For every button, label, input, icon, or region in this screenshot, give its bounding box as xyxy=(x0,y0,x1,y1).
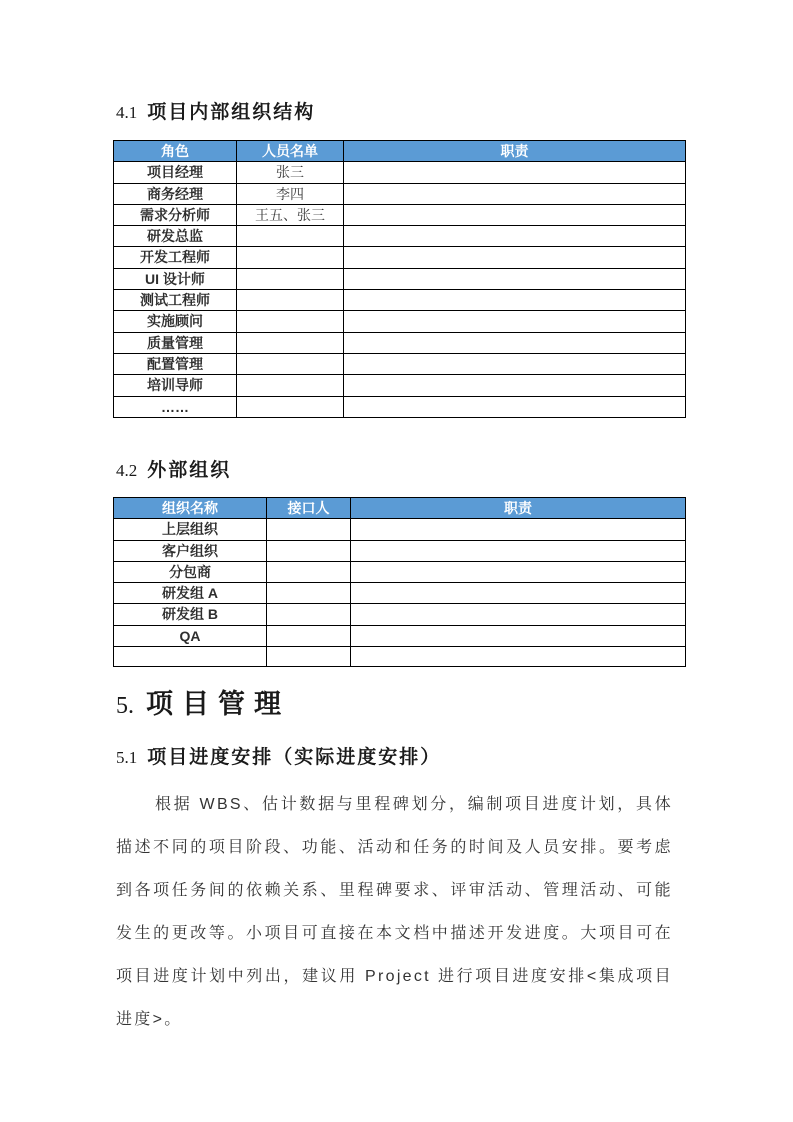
table-cell xyxy=(344,183,686,204)
column-header: 组织名称 xyxy=(114,498,267,519)
table-cell: 商务经理 xyxy=(114,183,237,204)
table-cell xyxy=(351,625,686,646)
column-header: 人员名单 xyxy=(237,141,344,162)
table-row xyxy=(114,204,686,225)
chapter-number: 5. xyxy=(116,693,134,719)
column-header: 角色 xyxy=(114,141,237,162)
table-row xyxy=(114,583,686,604)
table-cell xyxy=(237,226,344,247)
table-cell: 研发组 A xyxy=(114,583,267,604)
internal-org-table xyxy=(113,140,686,418)
table-cell xyxy=(267,540,351,561)
table-row xyxy=(114,183,686,204)
table-cell: 李四 xyxy=(237,183,344,204)
column-header: 职责 xyxy=(351,498,686,519)
section-heading-4-1 xyxy=(116,100,315,126)
table-cell xyxy=(351,604,686,625)
table-cell xyxy=(344,162,686,183)
table-cell: 王五、张三 xyxy=(237,204,344,225)
table-row xyxy=(114,396,686,417)
table-cell: 张三 xyxy=(237,162,344,183)
table-cell: UI 设计师 xyxy=(114,268,237,289)
table-cell xyxy=(351,519,686,540)
table-cell xyxy=(267,604,351,625)
table-cell xyxy=(344,353,686,374)
table-body xyxy=(114,162,686,418)
table-row xyxy=(114,332,686,353)
table-row xyxy=(114,625,686,646)
table-cell xyxy=(351,561,686,582)
table-cell xyxy=(344,311,686,332)
table-cell: 研发组 B xyxy=(114,604,267,625)
table-cell xyxy=(351,583,686,604)
table-cell xyxy=(344,396,686,417)
table-row xyxy=(114,519,686,540)
table-cell xyxy=(237,311,344,332)
section-heading-5-1 xyxy=(116,745,441,771)
table-cell: 上层组织 xyxy=(114,519,267,540)
table-row xyxy=(114,247,686,268)
section-number: 4.2 xyxy=(116,461,138,480)
table-cell xyxy=(267,519,351,540)
table-cell xyxy=(237,353,344,374)
table-row xyxy=(114,604,686,625)
table-body xyxy=(114,519,686,667)
section-title: 项目内部组织结构 xyxy=(147,102,316,123)
table-cell: 研发总监 xyxy=(114,226,237,247)
table-row xyxy=(114,375,686,396)
table-cell: 质量管理 xyxy=(114,332,237,353)
table-cell xyxy=(267,561,351,582)
chapter-title: 项目管理 xyxy=(146,689,290,719)
table-cell: 分包商 xyxy=(114,561,267,582)
table-cell: 实施顾问 xyxy=(114,311,237,332)
table-cell: 需求分析师 xyxy=(114,204,237,225)
table-row xyxy=(114,353,686,374)
table-cell: 培训导师 xyxy=(114,375,237,396)
table-cell xyxy=(344,247,686,268)
table-cell xyxy=(344,290,686,311)
table-cell xyxy=(351,647,686,667)
table-header-row xyxy=(114,498,686,519)
table-row xyxy=(114,162,686,183)
table-row xyxy=(114,290,686,311)
table-cell xyxy=(237,375,344,396)
section-heading-4-2 xyxy=(116,458,231,484)
section-title: 项目进度安排（实际进度安排） xyxy=(147,747,442,768)
table-row xyxy=(114,540,686,561)
table-row xyxy=(114,311,686,332)
table-cell xyxy=(237,290,344,311)
table-cell xyxy=(344,332,686,353)
section-number: 5.1 xyxy=(116,748,138,767)
table-cell xyxy=(237,268,344,289)
table-cell xyxy=(344,204,686,225)
table-cell xyxy=(351,540,686,561)
table-cell xyxy=(267,625,351,646)
table-cell: 项目经理 xyxy=(114,162,237,183)
table-cell xyxy=(237,247,344,268)
table-cell xyxy=(237,332,344,353)
chapter-heading-5 xyxy=(116,687,290,723)
table-cell: 配置管理 xyxy=(114,353,237,374)
table-cell: 开发工程师 xyxy=(114,247,237,268)
table-row xyxy=(114,647,686,667)
table-cell xyxy=(344,375,686,396)
table-cell: 测试工程师 xyxy=(114,290,237,311)
table-header-row xyxy=(114,141,686,162)
table-cell: QA xyxy=(114,625,267,646)
table-row xyxy=(114,226,686,247)
table-cell xyxy=(344,268,686,289)
table-cell xyxy=(267,583,351,604)
column-header: 接口人 xyxy=(267,498,351,519)
section-number: 4.1 xyxy=(116,103,138,122)
column-header: 职责 xyxy=(344,141,686,162)
table-cell: …… xyxy=(114,396,237,417)
section-title: 外部组织 xyxy=(147,460,232,481)
table-row xyxy=(114,561,686,582)
external-org-table xyxy=(113,497,686,667)
table-cell xyxy=(237,396,344,417)
table-cell xyxy=(114,647,267,667)
table-cell xyxy=(267,647,351,667)
table-cell xyxy=(344,226,686,247)
table-cell: 客户组织 xyxy=(114,540,267,561)
schedule-paragraph: 根据 WBS、估计数据与里程碑划分，编制项目进度计划，具体描述不同的项目阶段、功能、活动和任务的时间及人员安排。要考虑到各项任务间的依赖关系、里程碑要求、评审活动、管理活动、可能发生的更改等。小项目可直接在本文档中描述开发进度。大项目可在项目进度计划中列出，建议用 Project 进行项目进度安排<集成项目进度>。 xyxy=(116,796,673,1028)
table-row xyxy=(114,268,686,289)
